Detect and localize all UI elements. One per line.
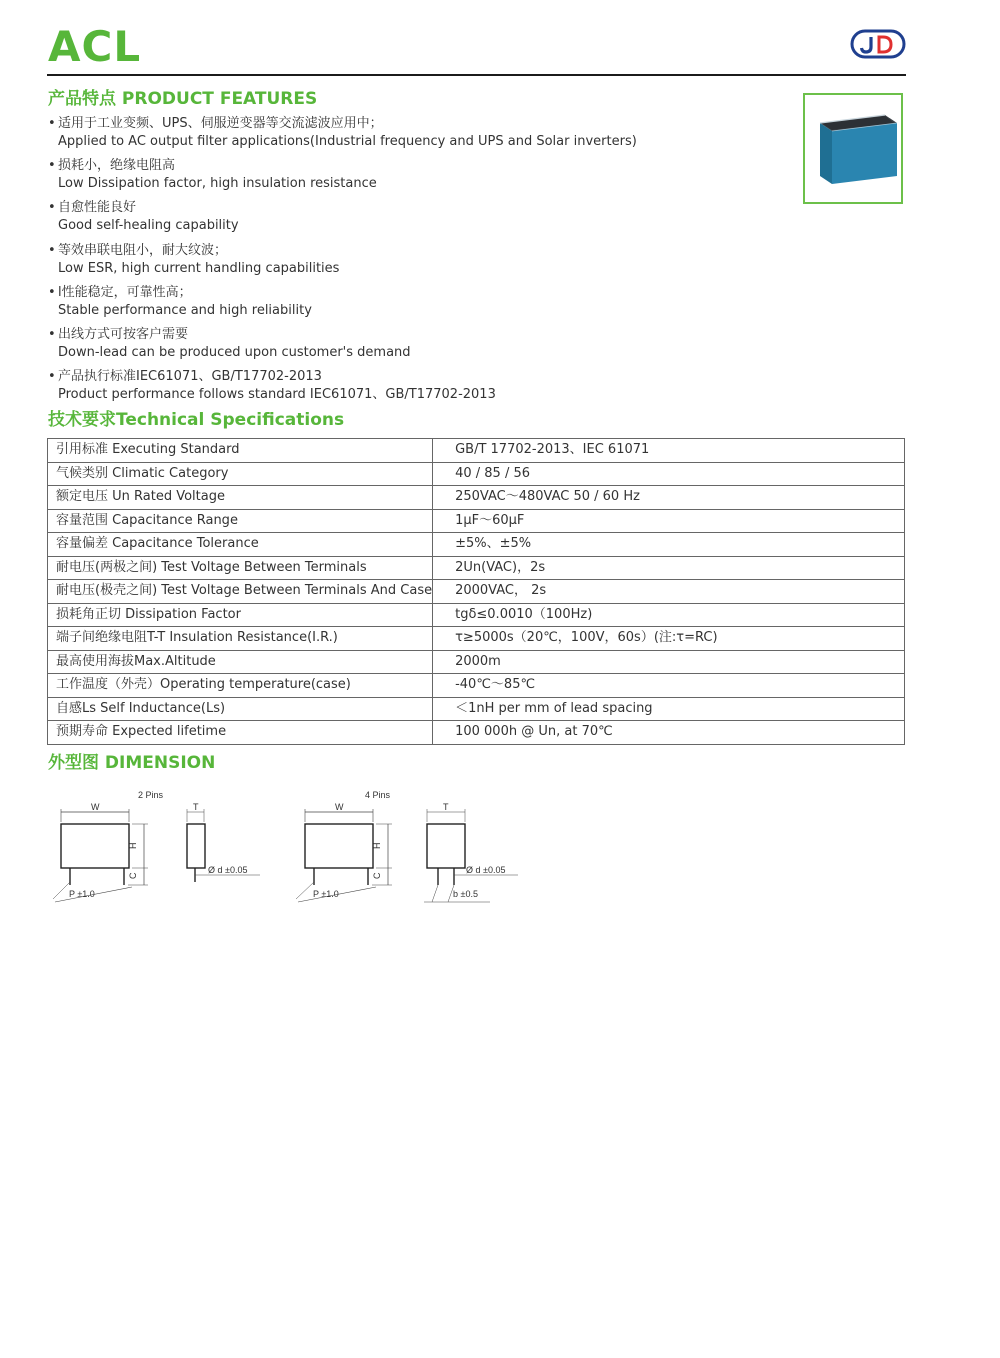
spec-value: GB/T 17702-2013、IEC 61071	[433, 439, 905, 463]
spec-label: 自感Ls Self Inductance(Ls)	[48, 697, 433, 721]
dimension-drawing	[40, 785, 540, 915]
spec-label: 气候类别 Climatic Category	[48, 462, 433, 486]
spec-value: 40 / 85 / 56	[433, 462, 905, 486]
two-pins-side	[187, 824, 205, 868]
two-pins-d: Ø d ±0.05	[208, 865, 248, 875]
two-pins-body	[61, 824, 129, 868]
feature-item	[48, 368, 768, 410]
feature-item	[48, 242, 768, 284]
specs-heading: 技术要求Technical Specifications	[48, 410, 345, 430]
spec-label: 容量偏差 Capacitance Tolerance	[48, 533, 433, 557]
table-row	[48, 533, 905, 557]
spec-value: 2000m	[433, 650, 905, 674]
table-row	[48, 462, 905, 486]
four-pins-h: H	[372, 842, 382, 849]
four-pins-t: T	[443, 802, 449, 812]
two-pins-h: H	[128, 842, 138, 849]
feature-cn: l性能稳定，可靠性高；	[58, 284, 192, 300]
spec-table	[47, 438, 905, 745]
spec-label: 引用标准 Executing Standard	[48, 439, 433, 463]
bullet-icon: •	[48, 116, 56, 131]
four-pins-b: b ±0.5	[453, 889, 478, 899]
table-row	[48, 650, 905, 674]
four-pins-p: P ±1.0	[313, 889, 339, 899]
feature-en: Product performance follows standard IEC61071、GB/T17702-2013	[58, 387, 496, 403]
bullet-icon: •	[48, 326, 56, 342]
four-pins-c: C	[372, 872, 382, 879]
table-row	[48, 674, 905, 698]
feature-item	[48, 326, 768, 368]
two-pins-p: P ±1.0	[69, 889, 95, 899]
table-row	[48, 509, 905, 533]
two-pins-t: T	[193, 802, 199, 812]
table-row	[48, 721, 905, 745]
spec-value: -40℃～85℃	[433, 674, 905, 698]
feature-item	[48, 284, 768, 326]
feature-item	[48, 157, 768, 199]
table-row	[48, 627, 905, 651]
spec-value: ±5%、±5%	[433, 533, 905, 557]
spec-label: 损耗角正切 Dissipation Factor	[48, 603, 433, 627]
feature-list	[48, 115, 768, 410]
feature-en: Applied to AC output filter applications(Industrial frequency and UPS and Solar inverters)	[58, 134, 637, 149]
bullet-icon: •	[48, 158, 56, 174]
feature-en: Low ESR, high current handling capabilities	[58, 260, 340, 276]
bullet-icon: •	[48, 369, 56, 385]
bullet-icon: •	[48, 242, 56, 258]
feature-cn: 产品执行标准IEC61071、GB/T17702-2013	[58, 369, 322, 385]
feature-en: Stable performance and high reliability	[58, 302, 312, 318]
spec-label: 最高使用海拔Max.Altitude	[48, 650, 433, 674]
dimension-heading: 外型图 DIMENSION	[48, 753, 216, 773]
two-pins-w: W	[91, 802, 100, 812]
spec-value: 1μF～60μF	[433, 509, 905, 533]
product-image	[803, 93, 903, 204]
header-divider	[47, 74, 906, 76]
page-title: ACL	[48, 22, 142, 71]
spec-label: 端子间绝缘电阻T-T Insulation Resistance(I.R.)	[48, 627, 433, 651]
four-pins-label: 4 Pins	[365, 790, 391, 800]
spec-value: 2000VAC， 2s	[433, 580, 905, 604]
table-row	[48, 556, 905, 580]
feature-cn: 损耗小，绝缘电阻高	[58, 158, 176, 174]
table-row	[48, 486, 905, 510]
features-heading: 产品特点 PRODUCT FEATURES	[48, 89, 318, 109]
two-pins-label: 2 Pins	[138, 790, 164, 800]
table-row	[48, 697, 905, 721]
spec-value: 250VAC～480VAC 50 / 60 Hz	[433, 486, 905, 510]
feature-cn: 自愈性能良好	[58, 200, 137, 216]
table-row	[48, 580, 905, 604]
four-pins-w: W	[335, 802, 344, 812]
spec-value: 2Un(VAC)，2s	[433, 556, 905, 580]
feature-en: Low Dissipation factor, high insulation resistance	[58, 176, 377, 192]
four-pins-body	[305, 824, 373, 868]
spec-label: 额定电压 Un Rated Voltage	[48, 486, 433, 510]
feature-en: Down-lead can be produced upon customer's demand	[58, 344, 411, 360]
table-row	[48, 603, 905, 627]
company-logo	[850, 28, 906, 60]
feature-item	[48, 199, 768, 241]
feature-cn: 适用于工业变频、UPS、伺服逆变器等交流滤波应用中；	[58, 116, 383, 131]
spec-value: 100 000h @ Un, at 70℃	[433, 721, 905, 745]
spec-value: tgδ≤0.0010（100Hz)	[433, 603, 905, 627]
capacitor-illustration	[805, 95, 901, 202]
feature-cn: 出线方式可按客户需要	[58, 326, 189, 342]
two-pins-c: C	[128, 872, 138, 879]
spec-label: 耐电压(极壳之间) Test Voltage Between Terminals And Case	[48, 580, 433, 604]
table-row	[48, 439, 905, 463]
spec-label: 工作温度（外壳）Operating temperature(case)	[48, 674, 433, 698]
four-pins-side	[427, 824, 465, 868]
spec-label: 耐电压(两极之间) Test Voltage Between Terminals	[48, 556, 433, 580]
bullet-icon: •	[48, 284, 56, 300]
spec-label: 容量范围 Capacitance Range	[48, 509, 433, 533]
bullet-icon: •	[48, 200, 56, 216]
feature-item	[48, 115, 768, 157]
spec-value: τ≥5000s（20℃，100V，60s）(注:τ=RC)	[433, 627, 905, 651]
spec-value: ＜1nH per mm of lead spacing	[433, 697, 905, 721]
feature-cn: 等效串联电阻小，耐大纹波；	[58, 242, 228, 258]
spec-label: 预期寿命 Expected lifetime	[48, 721, 433, 745]
feature-en: Good self-healing capability	[58, 218, 239, 234]
four-pins-d: Ø d ±0.05	[466, 865, 506, 875]
